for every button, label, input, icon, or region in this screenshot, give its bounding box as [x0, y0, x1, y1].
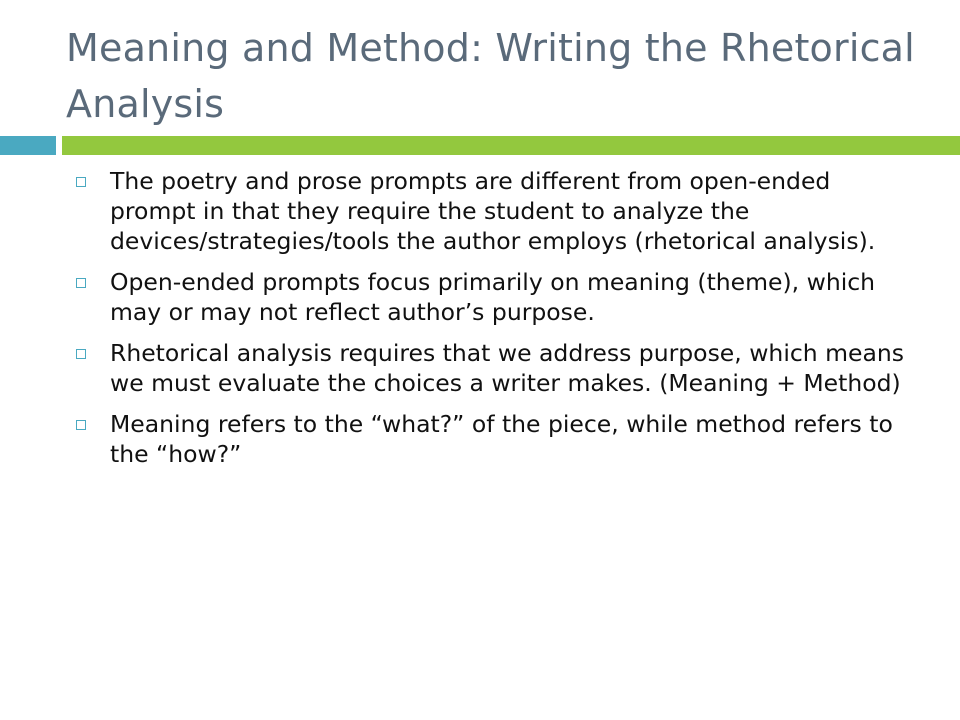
bullet-text: Open-ended prompts focus primarily on meaning (theme), which may or may not reflect author’s purpose. — [110, 268, 876, 326]
bullet-item — [70, 267, 920, 327]
hollow-square-icon — [76, 177, 86, 187]
bullet-list — [70, 166, 920, 480]
bullet-text: Meaning refers to the “what?” of the piece, while method refers to the “how?” — [110, 410, 893, 468]
hollow-square-icon — [76, 278, 86, 288]
bullet-item — [70, 338, 920, 398]
bullet-text: The poetry and prose prompts are different from open-ended prompt in that they require the student to analyze the devices/strategies/tools the author employs (rhetorical analysis). — [110, 167, 876, 255]
title-divider-green — [62, 136, 960, 155]
slide-title: Meaning and Method: Writing the Rhetorical Analysis — [66, 26, 915, 126]
hollow-square-icon — [76, 420, 86, 430]
bullet-item — [70, 166, 920, 256]
title-divider-teal — [0, 136, 56, 155]
bullet-item — [70, 409, 920, 469]
hollow-square-icon — [76, 349, 86, 359]
bullet-text: Rhetorical analysis requires that we address purpose, which means we must evaluate the choices a writer makes. (Meaning + Method) — [110, 339, 905, 397]
